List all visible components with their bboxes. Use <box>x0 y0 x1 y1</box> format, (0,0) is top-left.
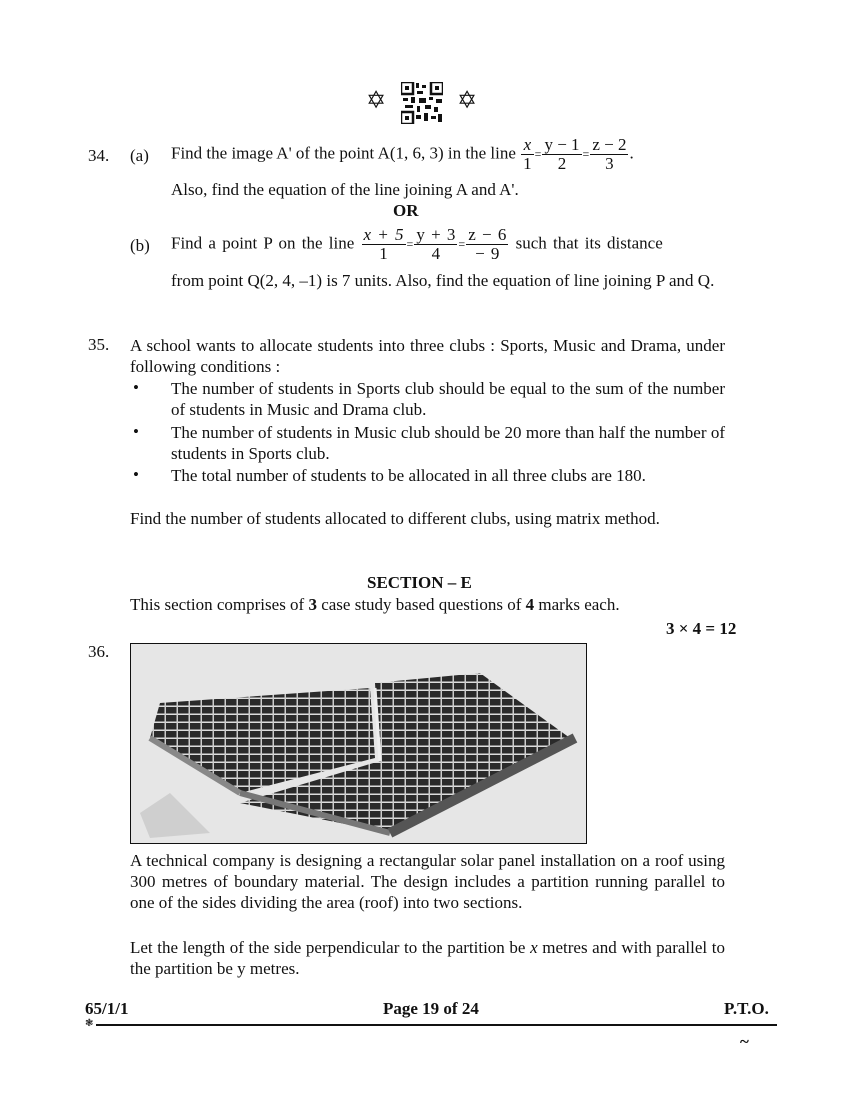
q35-intro: A school wants to allocate students into three clubs : Sports, Music and Drama, under following conditions : <box>130 336 725 376</box>
fraction: $\frac{z - 6}{- 9}$ <box>468 225 507 263</box>
bullet: • <box>133 378 139 397</box>
q34b-line1: Find a point P on the line $\frac{x + 5}{1}$ = $\frac{y + 3}{4}$ = $\frac{z - 6}{- 9}$ such that its distance <box>171 225 663 263</box>
bullet: • <box>133 465 139 484</box>
section-description: This section comprises of 3 case study based questions of 4 marks each. <box>130 595 620 614</box>
fraction: $\frac{x + 5}{1}$ <box>363 225 404 263</box>
q36-paragraph-2: Let the length of the side perpendicular to the partition be x metres and with parallel to the partition be y metres. <box>130 938 725 978</box>
q35-bullet: The number of students in Music club should be 20 more than half the number of students in Sports club. <box>171 423 725 463</box>
fraction: $\frac{y - 1}{2}$ <box>544 135 580 173</box>
text: Find the image A' of the point A(1, 6, 3) in the line <box>171 143 516 163</box>
section-marks: 3 × 4 = 12 <box>666 619 737 638</box>
q34b-text: from point Q(2, 4, –1) is 7 units. Also, find the equation of line joining P and Q. <box>171 271 715 290</box>
part-label: (a) <box>130 146 149 165</box>
q35-closing: Find the number of students allocated to different clubs, using matrix method. <box>130 509 660 528</box>
fraction: $\frac{z - 2}{3}$ <box>592 135 627 173</box>
bullet: • <box>133 422 139 441</box>
page-number: Page 19 of 24 <box>383 999 479 1018</box>
or-label: OR <box>393 201 419 220</box>
q35-bullet: The total number of students to be allocated in all three clubs are 180. <box>171 466 646 485</box>
question-number: 34. <box>88 146 110 165</box>
qr-code-icon <box>401 82 443 124</box>
q34a-line1: Find the image A' of the point A(1, 6, 3) in the line $\frac{x}{1}$ = $\frac{y - 1}{2}$ = $\frac{z - 2}{3}$ . <box>171 135 634 173</box>
star-of-david-icon: ✡ <box>366 88 387 114</box>
emblem-icon: ❃ <box>85 1018 94 1029</box>
section-title: SECTION – E <box>367 573 472 592</box>
question-number: 35. <box>88 335 110 354</box>
solar-panel-photo <box>130 643 587 844</box>
star-of-david-icon: ✡ <box>457 88 478 114</box>
fraction: $\frac{x}{1}$ <box>523 135 532 173</box>
q36-paragraph-1: A technical company is designing a rectangular solar panel installation on a roof using 300 metres of boundary material. The design includes a partition running parallel to one of the sides dividing the area (roof) into two sections. <box>130 851 725 912</box>
pto-label: P.T.O. <box>724 999 769 1018</box>
paper-code: 65/1/1 <box>85 999 129 1018</box>
part-label: (b) <box>130 236 150 255</box>
question-number: 36. <box>88 642 110 661</box>
q34a-line2: Also, find the equation of the line joining A and A'. <box>171 180 519 199</box>
q35-bullet: The number of students in Sports club should be equal to the sum of the number of students in Music and Drama club. <box>171 379 725 419</box>
fraction: $\frac{y + 3}{4}$ <box>416 225 456 263</box>
footer-rule <box>96 1024 777 1026</box>
footer-mark: ~ <box>740 1032 749 1051</box>
